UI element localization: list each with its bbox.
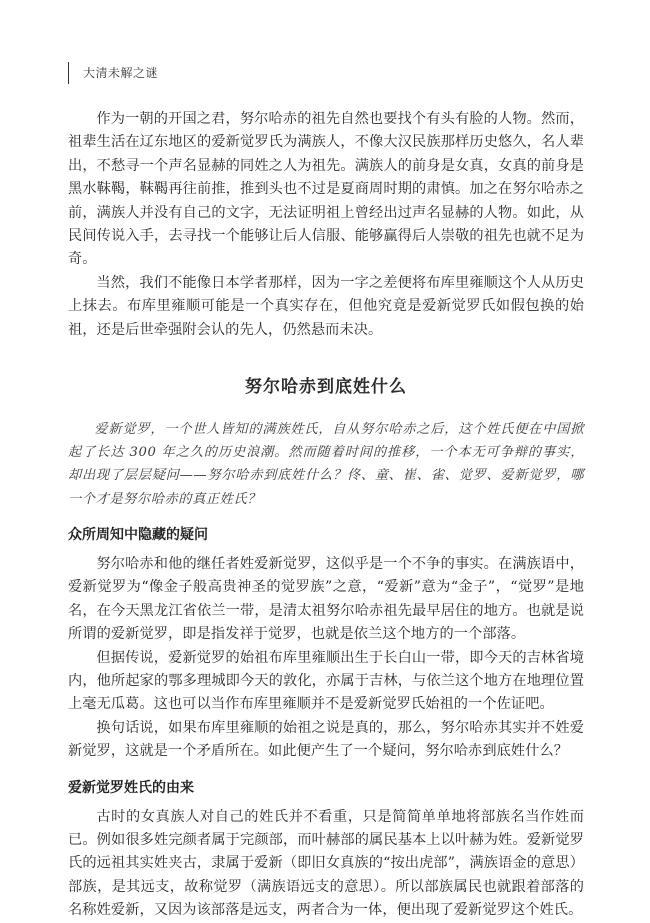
subheading-hidden-questions: 众所周知中隐藏的疑问 bbox=[68, 526, 208, 543]
body-paragraph: 换句话说，如果布库里雍顺的始祖之说是真的，那么，努尔哈赤其实并不姓爱新觉罗，这就是一个矛盾所在。如此便产生了一个疑问，努尔哈赤到底姓什么？ bbox=[68, 719, 584, 760]
running-header: 大清未解之谜 bbox=[68, 62, 158, 84]
section-title: 努尔哈赤到底姓什么 bbox=[245, 377, 407, 398]
body-paragraph-2: 当然，我们不能像日本学者那样，因为一字之差便将布库里雍顺这个人从历史上抹去。布库里雍顺可能是一个真实存在，但他究竟是爱新觉罗氏如假包换的始祖，还是后世牵强附会认的先人，仍然悬而未决。 bbox=[68, 274, 584, 338]
body-paragraph: 但据传说，爱新觉罗的始祖布库里雍顺出生于长白山一带，即今天的吉林省境内，他所起家的鄂多理城即今天的敦化，亦属于吉林，与依兰这个地方在地理位置上毫无瓜葛。这也可以当作布库里雍顺并不是爱新觉罗氏始祖的一个佐证吧。 bbox=[68, 649, 584, 713]
body-paragraph: 努尔哈赤和他的继任者姓爱新觉罗，这似乎是一个不争的事实。在满族语中，爱新觉罗为“像金子般高贵神圣的觉罗族”之意，“爱新”意为“金子”，“觉罗”是地名，在今天黑龙江省依兰一带，是清太祖努尔哈赤祖先最早居住的地方。也就是说所谓的爱新觉罗，即是指发祥于觉罗，也就是依兰这个地方的一个部落。 bbox=[68, 555, 584, 643]
section-intro: 爱新觉罗，一个世人皆知的满族姓氏，自从努尔哈赤之后，这个姓氏便在中国掀起了长达 300 年之久的历史浪潮。然而随着时间的推移，一个本无可争辩的事实，却出现了层层疑问——努尔哈赤到底姓什么？佟、童、崔、雀、觉罗、爱新觉罗，哪一个才是努尔哈赤的真正姓氏？ bbox=[68, 422, 584, 507]
subheading-surname-origin: 爱新觉罗姓氏的由来 bbox=[68, 779, 194, 796]
page-content bbox=[68, 108, 584, 923]
body-paragraph-1: 作为一朝的开国之君，努尔哈赤的祖先自然也要找个有头有脸的人物。然而，祖辈生活在辽东地区的爱新觉罗氏为满族人，不像大汉民族那样历史悠久，名人辈出，不愁寻一个声名显赫的同姓之人为祖先。满族人的前身是女真，女真的前身是黑水靺鞨，靺鞨再往前推，推到头也不过是夏商周时期的肃慎。加之在努尔哈赤之前，满族人并没有自己的文字，无法证明祖上曾经出过声名显赫的人物。如此，从民间传说入手，去寻找一个能够让后人信服、能够赢得后人崇敬的祖先也就不足为奇。 bbox=[68, 111, 584, 268]
body-paragraph: 古时的女真族人对自己的姓氏并不看重，只是简简单单地将部族名当作姓而已。例如很多姓完颜者属于完颜部，而叶赫部的属民基本上以叶赫为姓。爱新觉罗氏的远祖其实姓夹古，隶属于爱新（即旧女真族的“按出虎部”，满族语金的意思）部族，是其远支，故称觉罗（满族语远支的意思）。所以部族属民也就跟着部落的名称姓爱新，又因为该部落是远支，两者合为一体，便出现了爱新觉罗这个姓氏。 bbox=[68, 808, 584, 919]
